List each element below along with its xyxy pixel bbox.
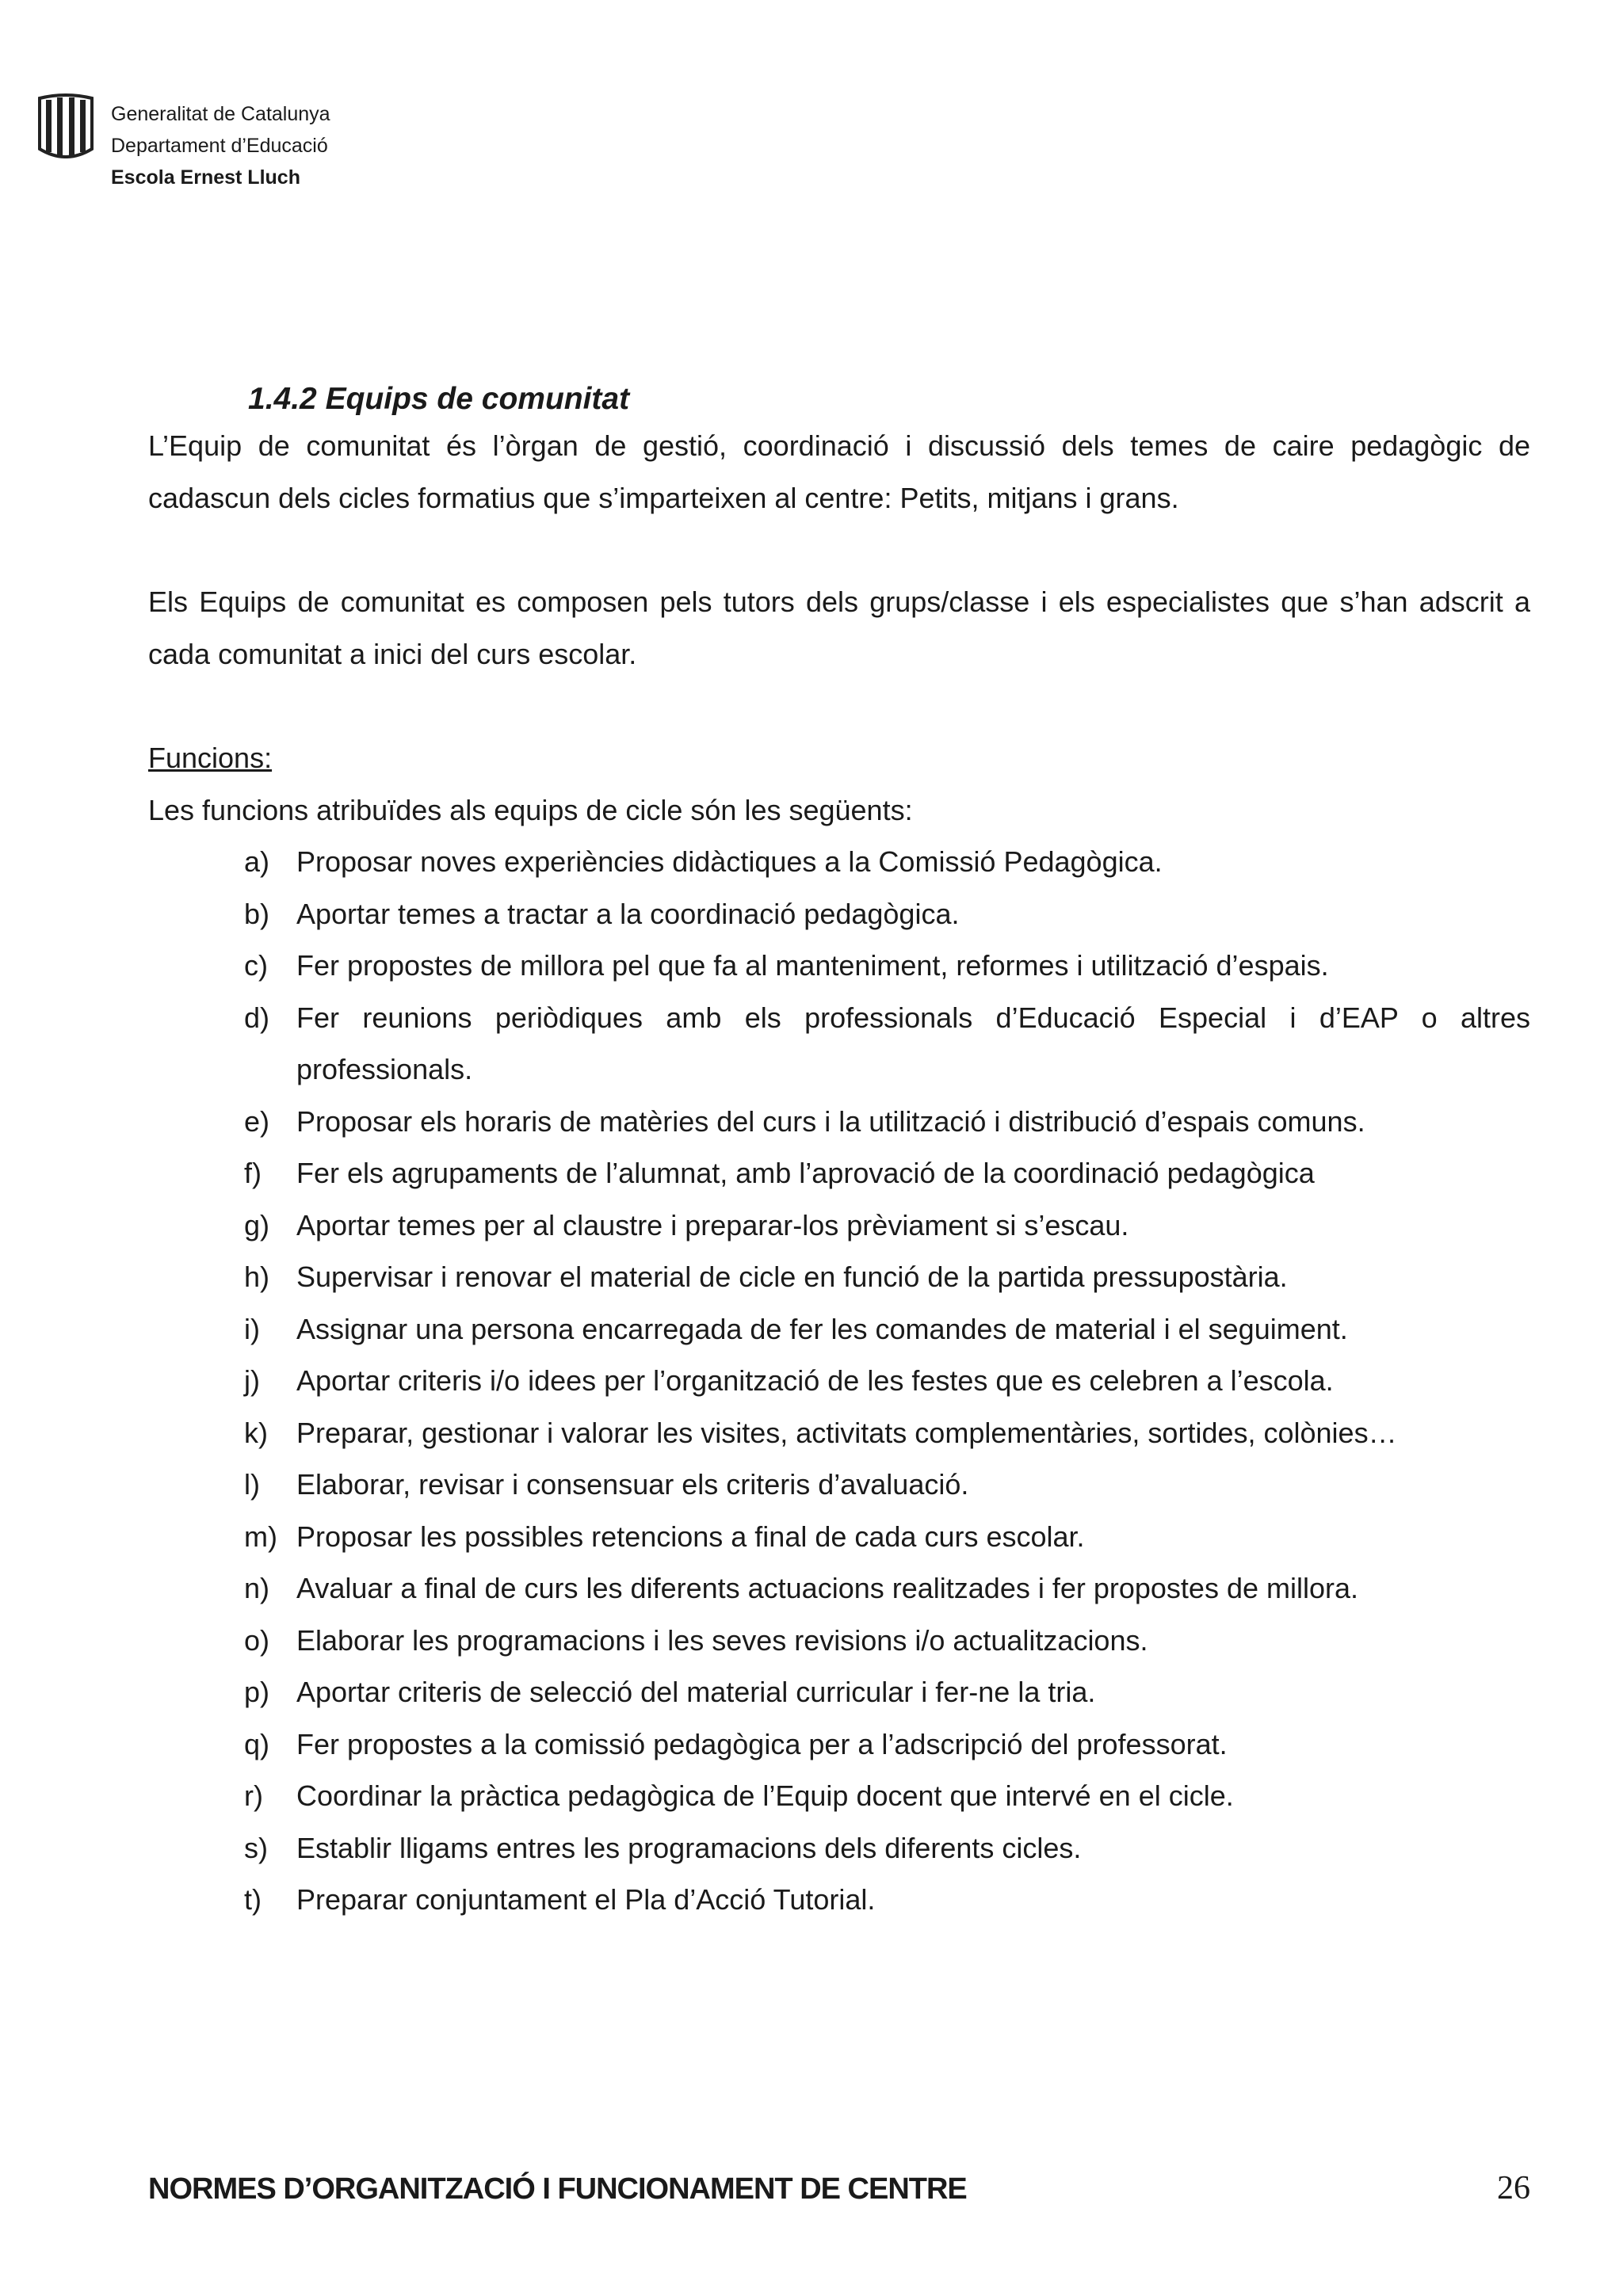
funcions-heading: Funcions: — [148, 742, 273, 774]
list-item: d) Fer reunions periòdiques amb els professionals d’Educació Especial i d’EAP o altres professionals. — [244, 1001, 1530, 1085]
list-item: g) Aportar temes per al claustre i preparar-los prèviament si s’escau. — [244, 1208, 1129, 1241]
list-item: i) Assignar una persona encarregada de fer les comandes de material i el seguiment. — [244, 1312, 1348, 1345]
list-item: l) Elaborar, revisar i consensuar els criteris d’avaluació. — [244, 1468, 969, 1501]
section-title: 1.4.2 Equips de comunitat — [248, 382, 630, 416]
list-item: q) Fer propostes a la comissió pedagògica per a l’adscripció del professorat. — [244, 1727, 1228, 1760]
page-body — [148, 379, 1530, 1926]
list-item: c) Fer propostes de millora pel que fa al manteniment, reformes i utilització d’espais. — [244, 949, 1329, 982]
generalitat-stripes-icon — [35, 93, 97, 158]
page-number: 26 — [1497, 2170, 1530, 2206]
list-item: j) Aportar criteris i/o idees per l’organització de les festes que es celebren a l’escola. — [244, 1364, 1334, 1397]
list-item: r) Coordinar la pràctica pedagògica de l’Equip docent que intervé en el cicle. — [244, 1779, 1234, 1812]
list-item: s) Establir lligams entres les programacions dels diferents cicles. — [244, 1831, 1082, 1864]
header-line-generalitat: Generalitat de Catalunya — [111, 103, 330, 125]
list-item: f) Fer els agrupaments de l’alumnat, amb l’aprovació de la coordinació pedagògica — [244, 1157, 1315, 1189]
list-item: k) Preparar, gestionar i valorar les visites, activitats complementàries, sortides, colònies… — [244, 1416, 1397, 1449]
composition-paragraph: Els Equips de comunitat es composen pels tutors dels grups/classe i els especialistes que s’han adscrit a cada comunitat a inici del curs escolar. — [148, 585, 1530, 670]
list-item: b) Aportar temes a tractar a la coordinació pedagògica. — [244, 897, 960, 930]
list-item: n) Avaluar a final de curs les diferents actuacions realitzades i fer propostes de millora. — [244, 1572, 1359, 1604]
list-item: p) Aportar criteris de selecció del material curricular i fer-ne la tria. — [244, 1676, 1096, 1708]
list-item: h) Supervisar i renovar el material de cicle en funció de la partida pressupostària. — [244, 1261, 1288, 1293]
intro-paragraph: L’Equip de comunitat és l’òrgan de gestió, coordinació i discussió dels temes de caire pedagògic de cadascun dels cicles formatius que s’imparteixen al centre: Petits, mitjans i grans. — [148, 429, 1530, 514]
header-line-school: Escola Ernest Lluch — [111, 166, 300, 189]
list-item: a) Proposar noves experiències didàctiques a la Comissió Pedagògica. — [244, 845, 1163, 878]
funcions-intro: Les funcions atribuïdes als equips de cicle són les següents: — [148, 793, 913, 826]
list-item: o) Elaborar les programacions i les seves revisions i/o actualitzacions. — [244, 1623, 1148, 1657]
header-line-departament: Departament d’Educació — [111, 135, 328, 157]
footer-title: NORMES D’ORGANITZACIÓ I FUNCIONAMENT DE CENTRE — [148, 2172, 967, 2206]
functions-list — [148, 836, 1530, 1926]
list-item: m) Proposar les possibles retencions a final de cada curs escolar. — [244, 1520, 1085, 1553]
document-footer — [148, 2169, 1530, 2207]
list-item: t) Preparar conjuntament el Pla d’Acció Tutorial. — [244, 1883, 876, 1916]
document-header — [35, 93, 330, 193]
list-item: e) Proposar els horaris de matèries del curs i la utilització i distribució d’espais comuns. — [244, 1104, 1365, 1138]
